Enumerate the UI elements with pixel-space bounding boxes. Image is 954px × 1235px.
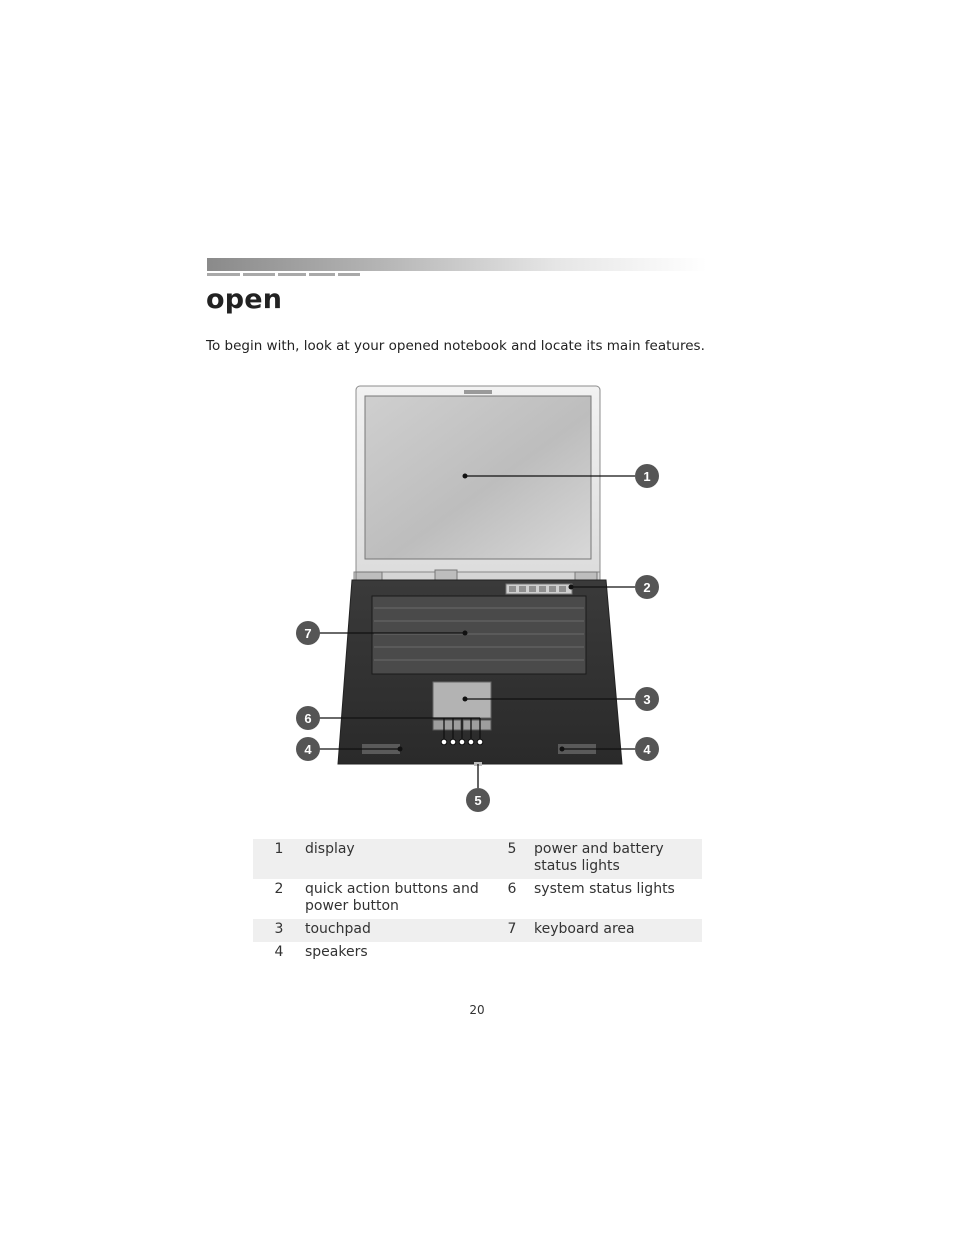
callout-3: [635, 687, 659, 711]
section-header-segments: [207, 273, 360, 276]
svg-text:6: 6: [304, 711, 312, 726]
callout-6: [296, 706, 320, 730]
legend-label: keyboard area: [534, 919, 702, 942]
legend-number: 6: [507, 881, 517, 897]
legend-number: 4: [274, 944, 284, 960]
legend-number: [490, 942, 534, 965]
legend-number: 3: [253, 919, 305, 942]
section-header-bar: [207, 258, 707, 271]
legend-label: quick action buttons and power button: [305, 881, 479, 914]
legend-label: [534, 942, 702, 965]
table-row: [253, 942, 702, 965]
notebook-illustration: [290, 372, 670, 812]
svg-text:7: 7: [304, 626, 312, 641]
page-title: open: [206, 284, 283, 315]
touchpad: [433, 682, 491, 718]
table-row: [253, 919, 702, 942]
callout-4-left: [296, 737, 320, 761]
svg-text:2: 2: [643, 580, 651, 595]
callout-7: [296, 621, 320, 645]
legend-number: 2: [274, 881, 284, 897]
legend-number: 1: [253, 839, 305, 879]
legend-number: 7: [490, 919, 534, 942]
display-lid: [356, 386, 600, 576]
table-row: [253, 879, 702, 919]
callout-1: [635, 464, 659, 488]
legend-label: touchpad: [305, 919, 490, 942]
svg-text:5: 5: [474, 793, 482, 808]
svg-text:3: 3: [643, 692, 651, 707]
svg-text:1: 1: [643, 469, 651, 484]
feature-legend-table: [253, 839, 702, 965]
svg-text:4: 4: [304, 742, 312, 757]
callout-2: [635, 575, 659, 599]
intro-text: To begin with, look at your opened notebook and locate its main features.: [206, 338, 705, 354]
page-number: 20: [469, 1003, 485, 1017]
svg-text:4: 4: [643, 742, 651, 757]
callout-4-right: [635, 737, 659, 761]
legend-number: 5: [490, 839, 534, 879]
legend-label: display: [305, 839, 490, 879]
callout-5: [466, 788, 490, 812]
legend-label: system status lights: [534, 881, 675, 897]
legend-label: power and battery status lights: [534, 839, 702, 879]
legend-label: speakers: [305, 944, 368, 960]
table-row: [253, 839, 702, 879]
